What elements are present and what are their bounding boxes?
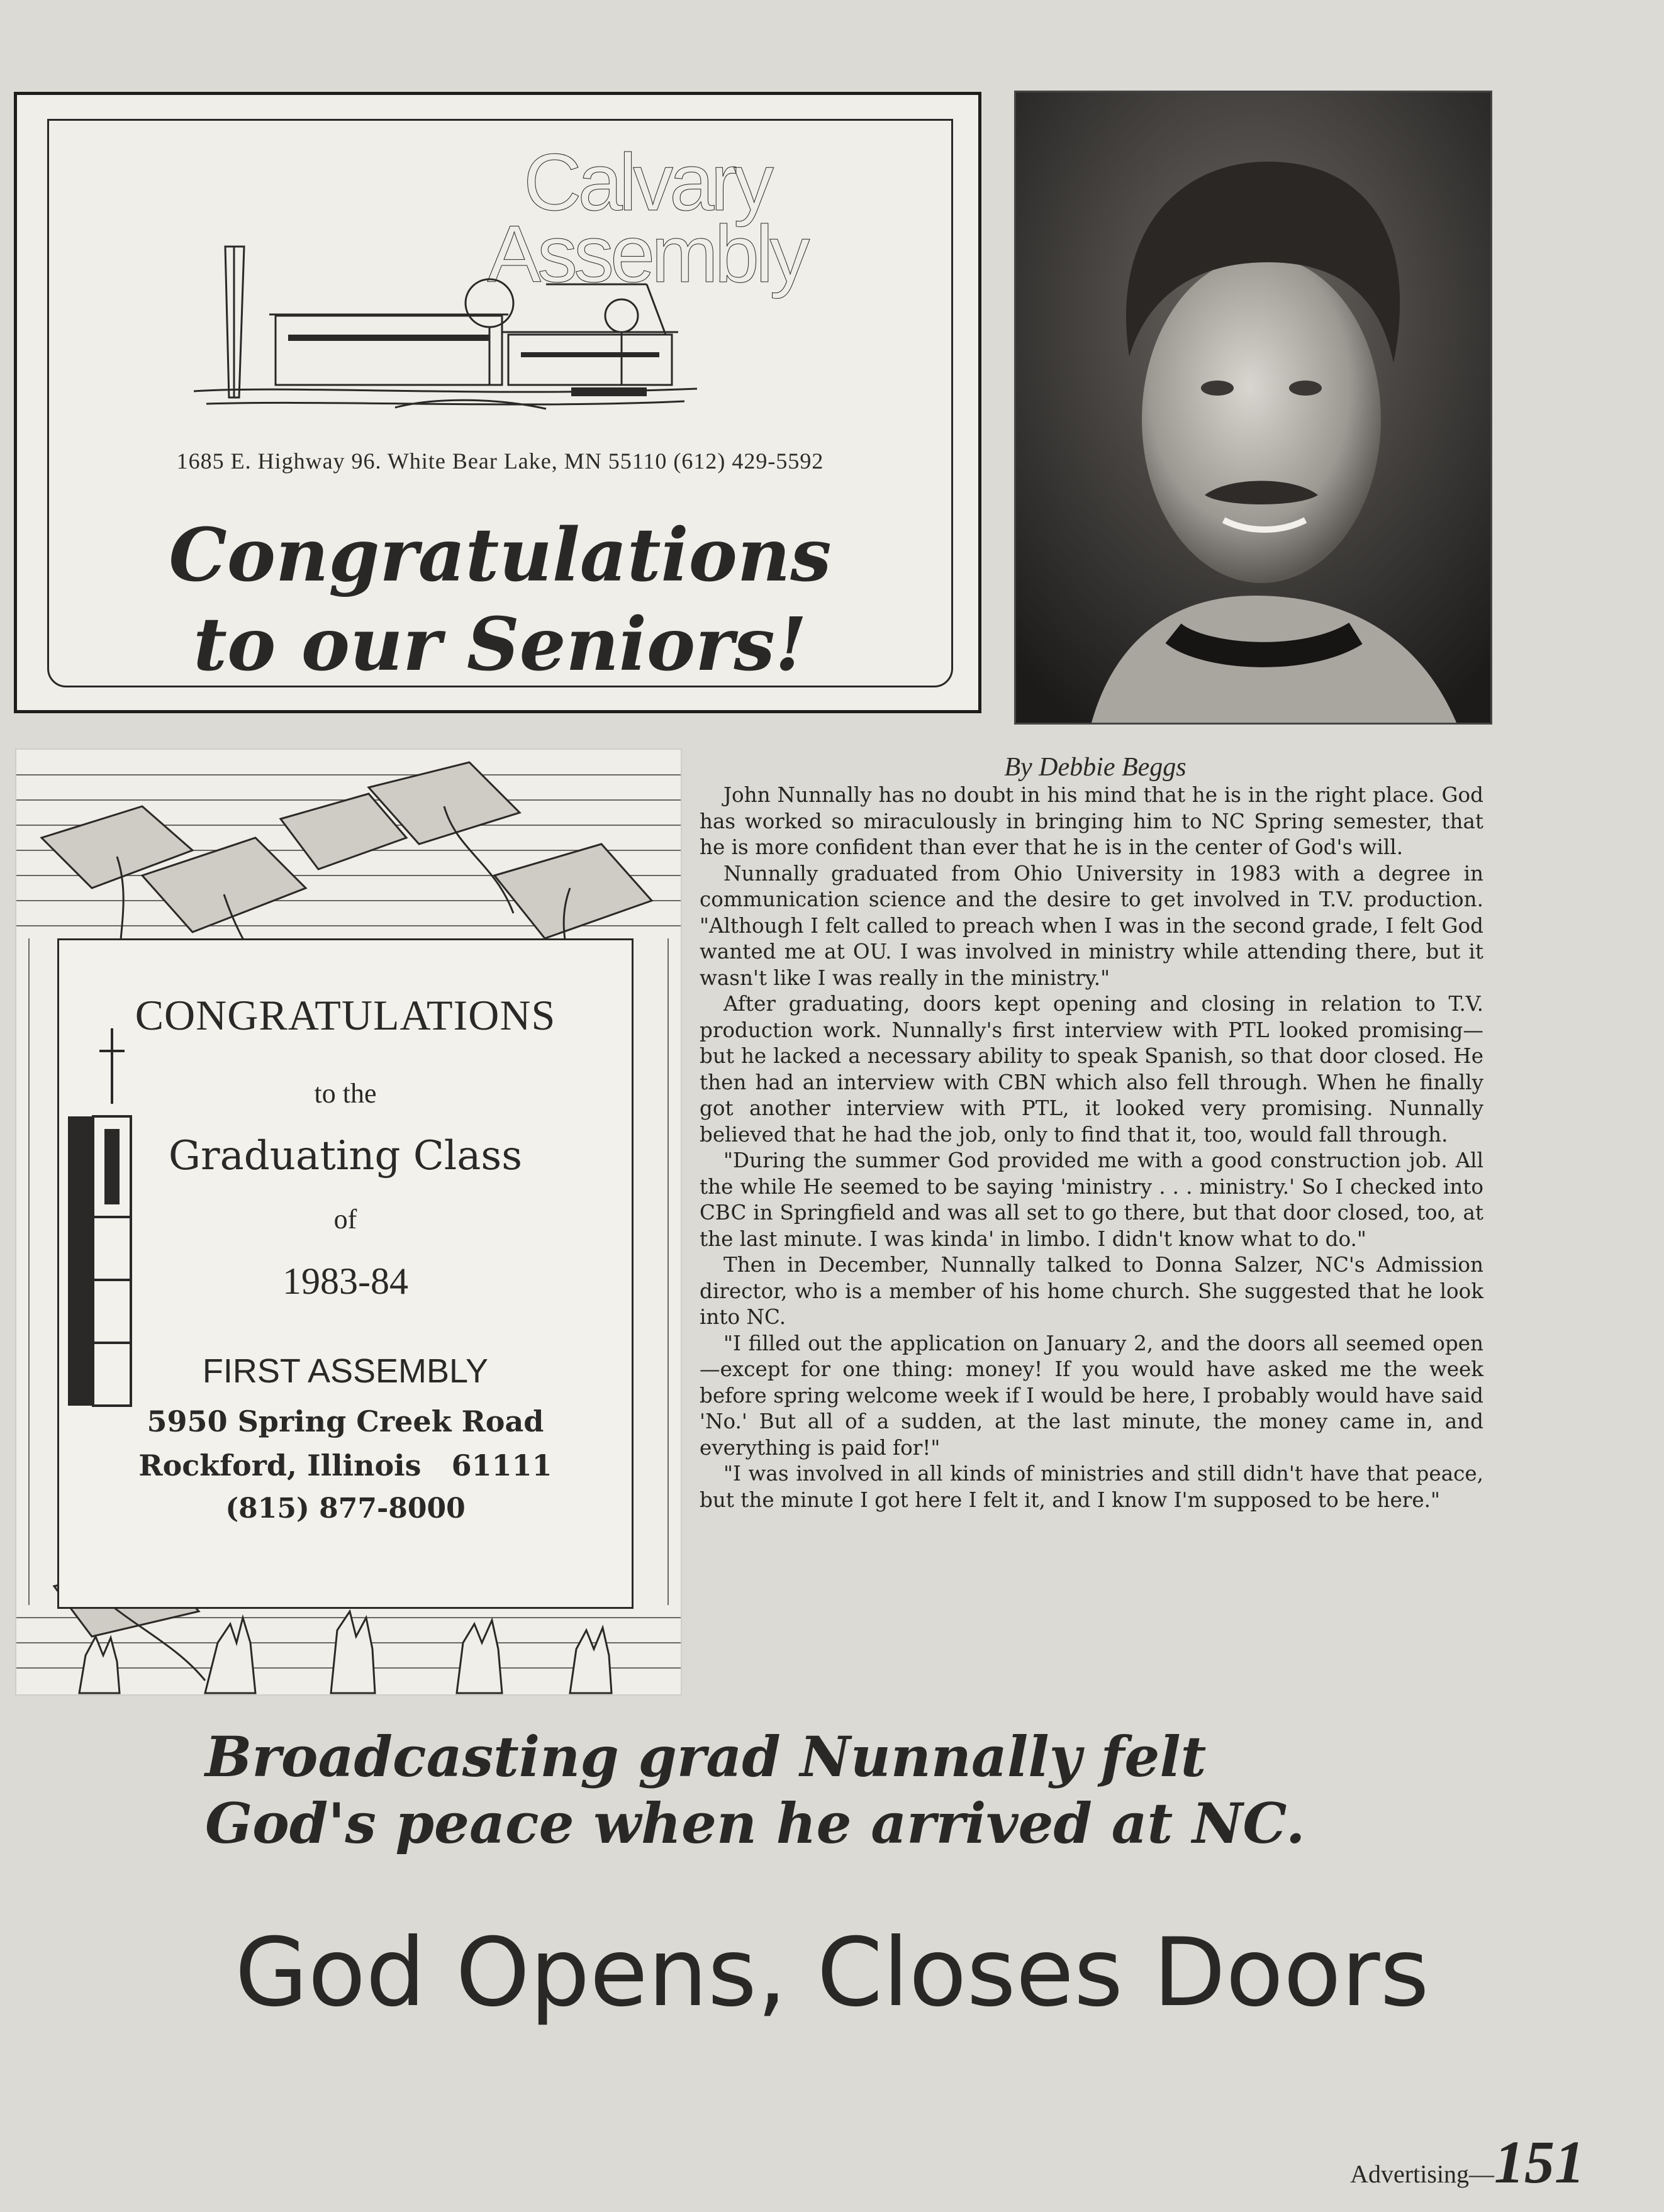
article-main-headline: God Opens, Closes Doors: [235, 1918, 1429, 2028]
calvary-address: 1685 E. Highway 96. White Bear Lake, MN 55110 (612) 429-5592: [176, 448, 824, 474]
fa-graduating-class: Graduating Class: [168, 1133, 523, 1179]
article-paragraph: Nunnally graduated from Ohio University in 1983 with a degree in communication science and the desire to get involved in T.V. production. "Although I felt called to preach when I was in the second grade, I felt God wanted me at OU. I was involved in ministry while attending there, but it wasn't like I was really in the ministry.": [700, 861, 1483, 990]
article-paragraph: After graduating, doors kept opening and closing in relation to T.V. production work. Nunnally's first interview with PTL looked promising—but he lacked a necessary ability to speak Spanish, so that door closed. He then had an interview with CBN which also fell through. When he finally got another interview with PTL, it looked very promising. Nunnally believed that he had the job, only to find that it, too, would fall through.: [700, 992, 1483, 1147]
first-assembly-ad: [15, 748, 682, 1696]
calvary-logo-line2: Assembly: [487, 209, 807, 299]
subheadline-line2: God's peace when he arrived at NC.: [205, 1791, 1305, 1856]
page-number: 151: [1494, 2128, 1585, 2196]
fa-class-year: 1983-84: [282, 1260, 408, 1302]
article-paragraph: "I filled out the application on January 2, and the doors all seemed open—except for one thing: money! If you would have asked me the week before spring welcome week if I would be here, I probably would have said 'No.' But all of a sudden, at the last minute, the money came in, and everything is paid for!": [700, 1331, 1483, 1460]
article-body: [700, 782, 1483, 1513]
article-paragraph: Then in December, Nunnally talked to Donna Salzer, NC's Admission director, who is a member of his home church. She suggested that he look into NC.: [700, 1253, 1483, 1329]
footer-section-label: Advertising—: [1350, 2160, 1494, 2188]
church-building-illustration: [169, 209, 722, 416]
portrait-photo: [1014, 91, 1492, 725]
fa-to-the: to the: [314, 1078, 377, 1109]
fa-church-name: FIRST ASSEMBLY: [202, 1352, 489, 1390]
subheadline-line1: Broadcasting grad Nunnally felt: [205, 1724, 1207, 1789]
article-paragraph: "During the summer God provided me with a good construction job. All the while He seemed to be saying 'ministry . . . ministry.' So I checked into CBC in Springfield and was all set to go there, but that door closed, too, at the last minute. I was kinda' in limbo. I didn't know what to do.": [700, 1148, 1483, 1251]
calvary-assembly-ad: [14, 92, 981, 713]
article-paragraph: "I was involved in all kinds of ministries and still didn't have that peace, but the minute I got here I felt it, and I know I'm supposed to be here.": [700, 1462, 1483, 1512]
calvary-congratulations: [49, 511, 951, 689]
fa-of: of: [333, 1204, 357, 1235]
calvary-congrats-line2: to our Seniors!: [193, 602, 807, 687]
article-subheadline: [205, 1723, 1463, 1857]
fa-street-address: 5950 Spring Creek Road: [147, 1404, 544, 1438]
page-footer: [1350, 2127, 1585, 2197]
fa-city-state-zip: Rockford, Illinois 61111: [138, 1448, 552, 1482]
calvary-logo-line1: Calvary: [523, 138, 770, 228]
fa-congratulations: CONGRATULATIONS: [135, 991, 556, 1039]
article-byline: By Debbie Beggs: [1004, 753, 1187, 782]
calvary-ad-inner-frame: [47, 119, 953, 687]
first-assembly-panel: [57, 938, 634, 1609]
article-paragraph: John Nunnally has no doubt in his mind that he is in the right place. God has worked so miraculously in bringing him to NC Spring semester, that he is more confident than ever that he is in the center of God's will.: [700, 783, 1483, 859]
fa-phone-number: (815) 877-8000: [225, 1492, 466, 1525]
calvary-congrats-line1: Congratulations: [169, 513, 832, 598]
